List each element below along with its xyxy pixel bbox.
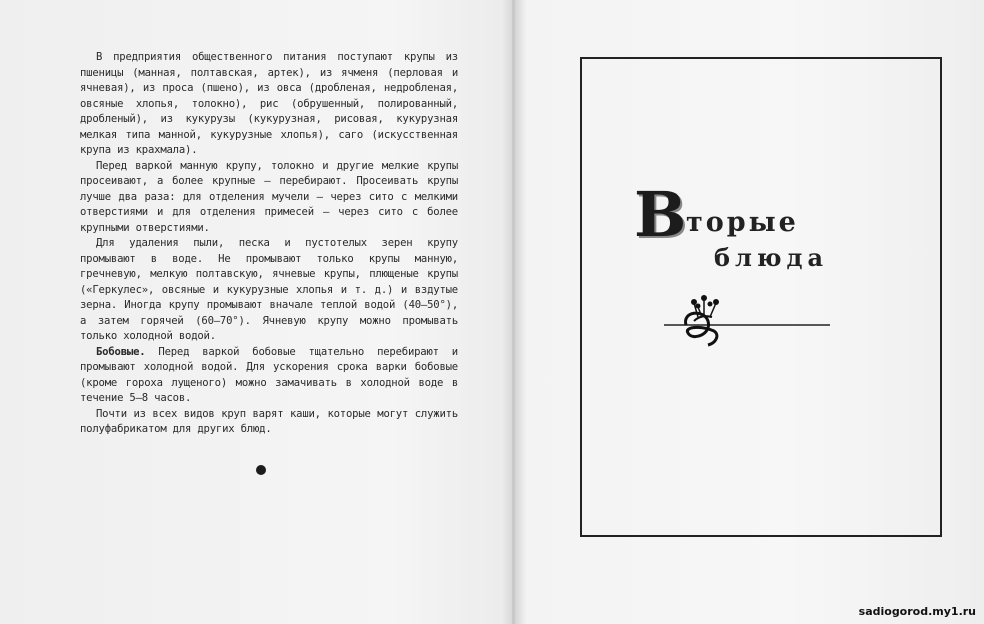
ornament-icon <box>664 291 830 351</box>
paragraph-sifting: Перед варкой манную крупу, толокно и другие мелкие крупы просеивают, а более крупные — перебирают. Просеивать крупы лучше два раза: для отделения мучели — через сито с мелкими отверстиями и для отделения примесей — через сито с более крупными отверстиями. <box>80 159 458 234</box>
legumes-heading: Бобовые. <box>96 345 146 358</box>
title-word-2: блюда <box>714 243 829 272</box>
paragraph-legumes <box>80 345 458 407</box>
paragraph-porridge: Почти из всех видов круп варят каши, которые могут служить полуфабрикатом для других блюд. <box>80 407 458 435</box>
legumes-text: Перед варкой бобовые тщательно перебирают и промывают холодной водой. Для ускорения срока варки бобовые (кроме гороха лущеного) можно замачивать в холодной воде в течение 5—8 часов. <box>80 345 458 404</box>
paragraph-washing: Для удаления пыли, песка и пустотелых зерен крупу промывают в воде. Не промывают только крупы манную, гречневую, мелкую полтавскую, ячневые крупы, плющеные крупы («Геркулес», овсяные и кукурузные хлопья и т. д.) и вздутые зерна. Иногда крупу промывают вначале теплой водой (40—50°), а затем горячей (60—70°). Ячневую крупу можно промывать только холодной водой. <box>80 237 458 342</box>
title-initial-letter: В <box>634 178 687 251</box>
watermark-text: sadiogorod.my1.ru <box>858 605 976 618</box>
paragraph-cereals: В предприятия общественного питания поступают крупы из пшеницы (манная, полтавская, артек), из ячменя (перловая и ячневая), из проса (пшено), из овса (дробленая, недробленая, овсяные хлопья, толокно), рис (обрушенный, полированный, дробленый), из кукурузы (кукурузная, рисовая, кукурузная мелкая типа манной, кукурузные хлопья), саго (искусственная крупа из крахмала). <box>80 51 458 156</box>
chapter-title-frame <box>580 57 942 537</box>
title-word-1: торые <box>686 207 799 238</box>
left-page-text <box>80 50 458 438</box>
bullet-dot <box>256 465 266 475</box>
book-gutter <box>512 0 515 624</box>
